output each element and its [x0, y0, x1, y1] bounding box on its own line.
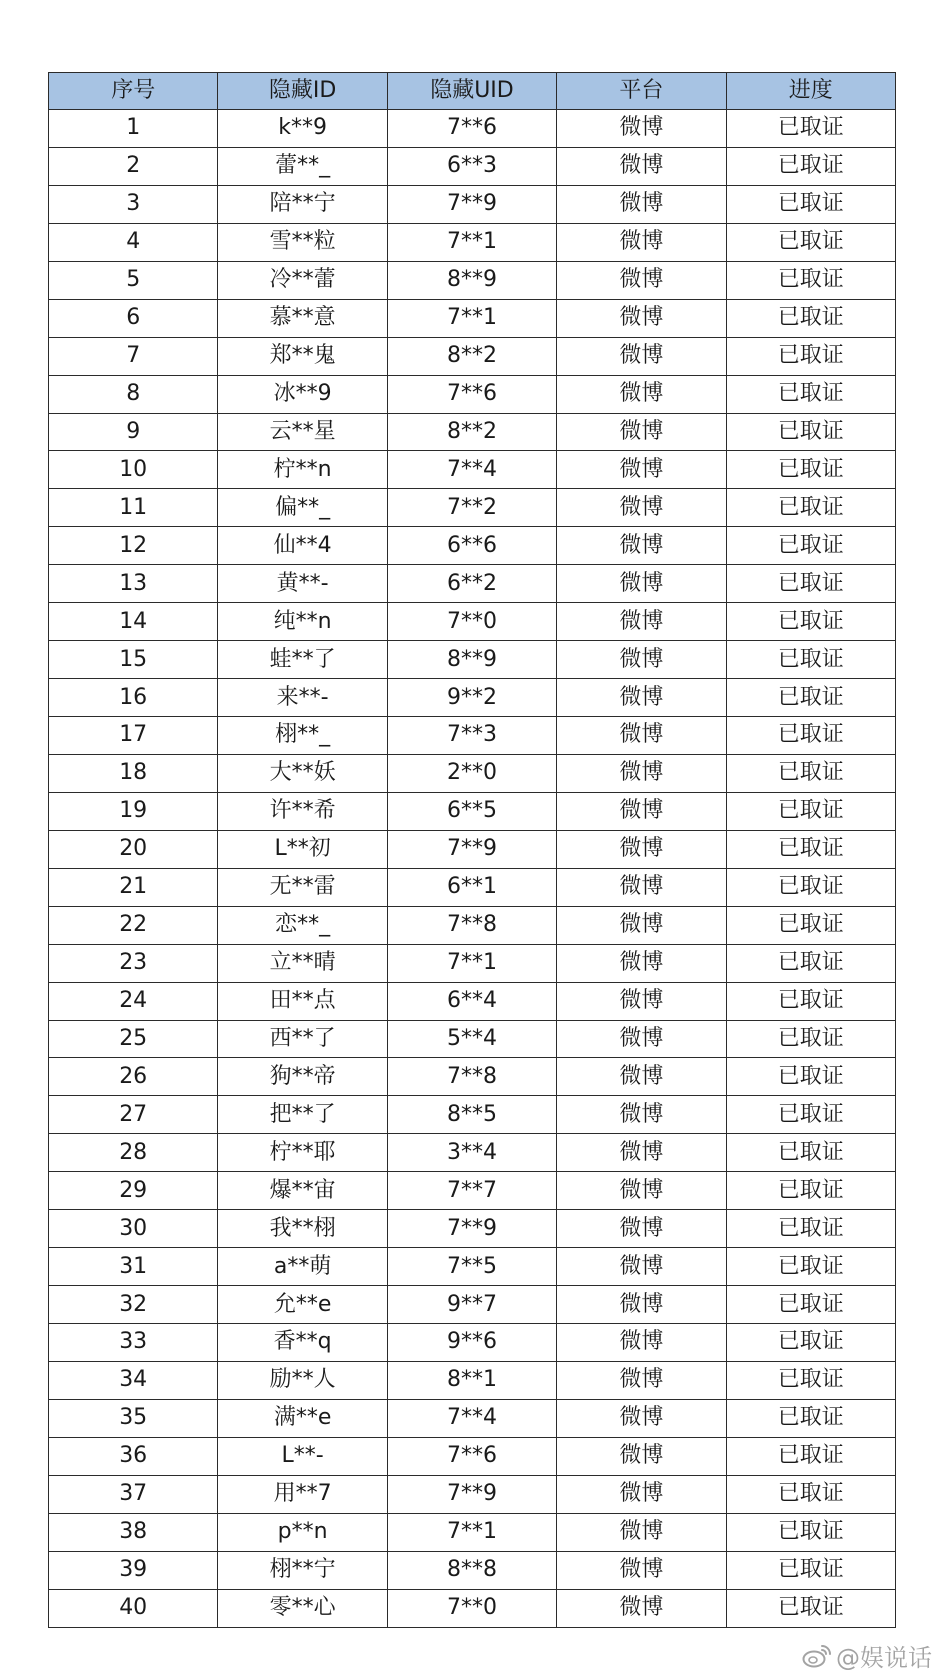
cell-hidden-uid: 8**2 [387, 337, 556, 375]
cell-progress: 已取证 [726, 1399, 895, 1437]
cell-hidden-id: p**n [218, 1513, 387, 1551]
cell-hidden-uid: 9**6 [387, 1324, 556, 1362]
cell-platform: 微博 [557, 110, 726, 148]
weibo-logo-icon [802, 1643, 832, 1669]
cell-progress: 已取证 [726, 754, 895, 792]
table-row [49, 489, 896, 527]
cell-hidden-id: 云**星 [218, 413, 387, 451]
cell-hidden-id: 无**雷 [218, 868, 387, 906]
cell-progress: 已取证 [726, 223, 895, 261]
table-row [49, 1172, 896, 1210]
cell-hidden-uid: 7**9 [387, 830, 556, 868]
cell-platform: 微博 [557, 1286, 726, 1324]
table-header [49, 73, 896, 110]
column-header-hidden-id: 隐藏ID [218, 73, 387, 110]
cell-platform: 微博 [557, 906, 726, 944]
cell-index: 6 [49, 299, 218, 337]
cell-platform: 微博 [557, 1551, 726, 1589]
cell-platform: 微博 [557, 451, 726, 489]
cell-hidden-uid: 7**8 [387, 1058, 556, 1096]
cell-platform: 微博 [557, 337, 726, 375]
table-row [49, 1248, 896, 1286]
cell-hidden-uid: 7**4 [387, 1399, 556, 1437]
cell-progress: 已取证 [726, 1210, 895, 1248]
cell-hidden-uid: 7**9 [387, 1210, 556, 1248]
table-row [49, 944, 896, 982]
cell-platform: 微博 [557, 489, 726, 527]
cell-index: 8 [49, 375, 218, 413]
cell-platform: 微博 [557, 565, 726, 603]
cell-hidden-id: 大**妖 [218, 754, 387, 792]
cell-progress: 已取证 [726, 185, 895, 223]
cell-index: 10 [49, 451, 218, 489]
cell-index: 13 [49, 565, 218, 603]
cell-hidden-id: 狗**帝 [218, 1058, 387, 1096]
cell-hidden-uid: 7**2 [387, 489, 556, 527]
cell-hidden-id: 栩**宁 [218, 1551, 387, 1589]
cell-hidden-uid: 7**1 [387, 1513, 556, 1551]
table-row [49, 641, 896, 679]
cell-progress: 已取证 [726, 413, 895, 451]
table-row [49, 527, 896, 565]
cell-progress: 已取证 [726, 679, 895, 717]
cell-hidden-id: 许**希 [218, 792, 387, 830]
cell-index: 16 [49, 679, 218, 717]
cell-hidden-uid: 8**8 [387, 1551, 556, 1589]
cell-progress: 已取证 [726, 868, 895, 906]
table-row [49, 261, 896, 299]
cell-index: 40 [49, 1589, 218, 1627]
cell-hidden-id: 我**栩 [218, 1210, 387, 1248]
cell-hidden-id: 香**q [218, 1324, 387, 1362]
cell-hidden-uid: 7**1 [387, 223, 556, 261]
table-row [49, 1475, 896, 1513]
cell-progress: 已取证 [726, 1172, 895, 1210]
cell-hidden-uid: 7**6 [387, 375, 556, 413]
cell-platform: 微博 [557, 603, 726, 641]
cell-hidden-uid: 5**4 [387, 1020, 556, 1058]
cell-index: 30 [49, 1210, 218, 1248]
cell-hidden-uid: 7**8 [387, 906, 556, 944]
cell-hidden-id: 允**e [218, 1286, 387, 1324]
column-header-hidden-uid: 隐藏UID [387, 73, 556, 110]
cell-hidden-uid: 7**7 [387, 1172, 556, 1210]
cell-index: 33 [49, 1324, 218, 1362]
cell-progress: 已取证 [726, 1134, 895, 1172]
cell-hidden-id: 恋**_ [218, 906, 387, 944]
cell-hidden-id: 黄**- [218, 565, 387, 603]
cell-index: 19 [49, 792, 218, 830]
cell-hidden-uid: 7**0 [387, 1589, 556, 1627]
cell-hidden-uid: 6**6 [387, 527, 556, 565]
cell-platform: 微博 [557, 1475, 726, 1513]
cell-index: 11 [49, 489, 218, 527]
table-row [49, 1210, 896, 1248]
cell-hidden-id: 零**心 [218, 1589, 387, 1627]
cell-platform: 微博 [557, 1172, 726, 1210]
cell-platform: 微博 [557, 792, 726, 830]
cell-progress: 已取证 [726, 261, 895, 299]
cell-index: 37 [49, 1475, 218, 1513]
cell-index: 38 [49, 1513, 218, 1551]
cell-progress: 已取证 [726, 337, 895, 375]
cell-progress: 已取证 [726, 982, 895, 1020]
cell-platform: 微博 [557, 1399, 726, 1437]
cell-progress: 已取证 [726, 944, 895, 982]
cell-platform: 微博 [557, 261, 726, 299]
cell-progress: 已取证 [726, 1286, 895, 1324]
table-row [49, 185, 896, 223]
cell-platform: 微博 [557, 375, 726, 413]
column-header-platform: 平台 [557, 73, 726, 110]
cell-hidden-uid: 9**7 [387, 1286, 556, 1324]
table-row [49, 375, 896, 413]
cell-platform: 微博 [557, 868, 726, 906]
cell-hidden-id: 用**7 [218, 1475, 387, 1513]
table-row [49, 868, 896, 906]
cell-hidden-id: 励**人 [218, 1361, 387, 1399]
cell-hidden-uid: 8**9 [387, 641, 556, 679]
cell-hidden-uid: 8**1 [387, 1361, 556, 1399]
cell-index: 17 [49, 717, 218, 755]
cell-index: 12 [49, 527, 218, 565]
cell-progress: 已取证 [726, 830, 895, 868]
cell-platform: 微博 [557, 527, 726, 565]
table-row [49, 1589, 896, 1627]
cell-hidden-id: 慕**意 [218, 299, 387, 337]
cell-platform: 微博 [557, 413, 726, 451]
table-row [49, 299, 896, 337]
cell-platform: 微博 [557, 1324, 726, 1362]
cell-hidden-id: 冷**蕾 [218, 261, 387, 299]
cell-platform: 微博 [557, 1589, 726, 1627]
cell-index: 20 [49, 830, 218, 868]
cell-index: 22 [49, 906, 218, 944]
cell-hidden-id: 立**晴 [218, 944, 387, 982]
cell-progress: 已取证 [726, 1551, 895, 1589]
cell-platform: 微博 [557, 1210, 726, 1248]
cell-hidden-id: k**9 [218, 110, 387, 148]
cell-index: 26 [49, 1058, 218, 1096]
table-row [49, 717, 896, 755]
cell-hidden-id: 蕾**_ [218, 147, 387, 185]
cell-progress: 已取证 [726, 1475, 895, 1513]
cell-index: 29 [49, 1172, 218, 1210]
cell-index: 3 [49, 185, 218, 223]
cell-index: 7 [49, 337, 218, 375]
cell-platform: 微博 [557, 679, 726, 717]
cell-progress: 已取证 [726, 1096, 895, 1134]
table-row [49, 906, 896, 944]
cell-hidden-id: 郑**鬼 [218, 337, 387, 375]
cell-hidden-uid: 7**4 [387, 451, 556, 489]
cell-platform: 微博 [557, 223, 726, 261]
table-row [49, 1361, 896, 1399]
table-row [49, 792, 896, 830]
table-row [49, 1437, 896, 1475]
cell-index: 4 [49, 223, 218, 261]
cell-hidden-uid: 7**3 [387, 717, 556, 755]
cell-progress: 已取证 [726, 1361, 895, 1399]
cell-platform: 微博 [557, 299, 726, 337]
cell-hidden-uid: 7**9 [387, 185, 556, 223]
watermark [802, 1638, 932, 1673]
cell-index: 25 [49, 1020, 218, 1058]
cell-index: 31 [49, 1248, 218, 1286]
evidence-table [48, 72, 896, 1628]
table-row [49, 1513, 896, 1551]
cell-hidden-id: 偏**_ [218, 489, 387, 527]
table-row [49, 337, 896, 375]
cell-hidden-id: 柠**n [218, 451, 387, 489]
cell-hidden-id: 把**了 [218, 1096, 387, 1134]
cell-progress: 已取证 [726, 603, 895, 641]
cell-progress: 已取证 [726, 489, 895, 527]
cell-platform: 微博 [557, 641, 726, 679]
cell-hidden-id: 满**e [218, 1399, 387, 1437]
cell-platform: 微博 [557, 1134, 726, 1172]
cell-hidden-id: 蛙**了 [218, 641, 387, 679]
cell-hidden-uid: 7**1 [387, 299, 556, 337]
cell-hidden-uid: 6**4 [387, 982, 556, 1020]
cell-index: 14 [49, 603, 218, 641]
cell-progress: 已取证 [726, 299, 895, 337]
cell-hidden-uid: 8**2 [387, 413, 556, 451]
cell-index: 28 [49, 1134, 218, 1172]
cell-platform: 微博 [557, 147, 726, 185]
cell-index: 24 [49, 982, 218, 1020]
cell-progress: 已取证 [726, 641, 895, 679]
table-row [49, 1399, 896, 1437]
cell-hidden-uid: 7**6 [387, 110, 556, 148]
cell-platform: 微博 [557, 1513, 726, 1551]
cell-hidden-id: 西**了 [218, 1020, 387, 1058]
cell-platform: 微博 [557, 830, 726, 868]
cell-hidden-uid: 7**9 [387, 1475, 556, 1513]
table-row [49, 1286, 896, 1324]
cell-platform: 微博 [557, 1058, 726, 1096]
cell-index: 32 [49, 1286, 218, 1324]
cell-hidden-id: 来**- [218, 679, 387, 717]
table-row [49, 1020, 896, 1058]
cell-platform: 微博 [557, 1020, 726, 1058]
table-row [49, 1096, 896, 1134]
table-row [49, 565, 896, 603]
cell-index: 23 [49, 944, 218, 982]
cell-platform: 微博 [557, 944, 726, 982]
cell-hidden-id: 栩**_ [218, 717, 387, 755]
table-row [49, 603, 896, 641]
cell-hidden-id: 冰**9 [218, 375, 387, 413]
cell-index: 34 [49, 1361, 218, 1399]
cell-platform: 微博 [557, 185, 726, 223]
cell-index: 35 [49, 1399, 218, 1437]
cell-hidden-uid: 6**5 [387, 792, 556, 830]
cell-progress: 已取证 [726, 451, 895, 489]
cell-progress: 已取证 [726, 1513, 895, 1551]
cell-hidden-uid: 6**2 [387, 565, 556, 603]
cell-progress: 已取证 [726, 717, 895, 755]
cell-hidden-id: 陪**宁 [218, 185, 387, 223]
cell-platform: 微博 [557, 982, 726, 1020]
cell-platform: 微博 [557, 1361, 726, 1399]
cell-hidden-id: 雪**粒 [218, 223, 387, 261]
cell-progress: 已取证 [726, 1324, 895, 1362]
column-header-progress: 进度 [726, 73, 895, 110]
table-row [49, 1134, 896, 1172]
cell-hidden-uid: 7**0 [387, 603, 556, 641]
cell-progress: 已取证 [726, 906, 895, 944]
cell-hidden-id: 柠**耶 [218, 1134, 387, 1172]
cell-progress: 已取证 [726, 1248, 895, 1286]
column-header-index: 序号 [49, 73, 218, 110]
cell-index: 5 [49, 261, 218, 299]
cell-platform: 微博 [557, 1437, 726, 1475]
table-row [49, 679, 896, 717]
cell-platform: 微博 [557, 1096, 726, 1134]
table-row [49, 754, 896, 792]
cell-progress: 已取证 [726, 1437, 895, 1475]
cell-hidden-uid: 8**9 [387, 261, 556, 299]
cell-hidden-id: 田**点 [218, 982, 387, 1020]
cell-progress: 已取证 [726, 147, 895, 185]
cell-index: 9 [49, 413, 218, 451]
table-row [49, 1551, 896, 1589]
cell-hidden-id: a**萌 [218, 1248, 387, 1286]
cell-progress: 已取证 [726, 1020, 895, 1058]
cell-hidden-uid: 8**5 [387, 1096, 556, 1134]
table-row [49, 451, 896, 489]
cell-hidden-uid: 7**5 [387, 1248, 556, 1286]
cell-hidden-uid: 7**1 [387, 944, 556, 982]
cell-index: 1 [49, 110, 218, 148]
table-row [49, 1324, 896, 1362]
cell-hidden-uid: 6**3 [387, 147, 556, 185]
cell-hidden-uid: 9**2 [387, 679, 556, 717]
cell-progress: 已取证 [726, 565, 895, 603]
watermark-text: @娱说话 [836, 1644, 932, 1672]
cell-index: 18 [49, 754, 218, 792]
table-row [49, 1058, 896, 1096]
cell-platform: 微博 [557, 717, 726, 755]
cell-index: 39 [49, 1551, 218, 1589]
cell-index: 36 [49, 1437, 218, 1475]
cell-hidden-id: 仙**4 [218, 527, 387, 565]
table-row [49, 413, 896, 451]
table-row [49, 147, 896, 185]
cell-hidden-uid: 3**4 [387, 1134, 556, 1172]
table-row [49, 982, 896, 1020]
cell-index: 21 [49, 868, 218, 906]
cell-index: 15 [49, 641, 218, 679]
cell-hidden-id: L**初 [218, 830, 387, 868]
cell-progress: 已取证 [726, 110, 895, 148]
cell-hidden-uid: 6**1 [387, 868, 556, 906]
cell-progress: 已取证 [726, 1058, 895, 1096]
cell-progress: 已取证 [726, 1589, 895, 1627]
cell-hidden-id: L**- [218, 1437, 387, 1475]
cell-platform: 微博 [557, 1248, 726, 1286]
cell-hidden-uid: 2**0 [387, 754, 556, 792]
cell-index: 2 [49, 147, 218, 185]
cell-hidden-uid: 7**6 [387, 1437, 556, 1475]
cell-platform: 微博 [557, 754, 726, 792]
table-body [49, 110, 896, 1628]
header-row [49, 73, 896, 110]
table-row [49, 110, 896, 148]
cell-hidden-id: 纯**n [218, 603, 387, 641]
cell-index: 27 [49, 1096, 218, 1134]
table-row [49, 830, 896, 868]
table-row [49, 223, 896, 261]
cell-progress: 已取证 [726, 375, 895, 413]
cell-progress: 已取证 [726, 792, 895, 830]
cell-progress: 已取证 [726, 527, 895, 565]
cell-hidden-id: 爆**宙 [218, 1172, 387, 1210]
